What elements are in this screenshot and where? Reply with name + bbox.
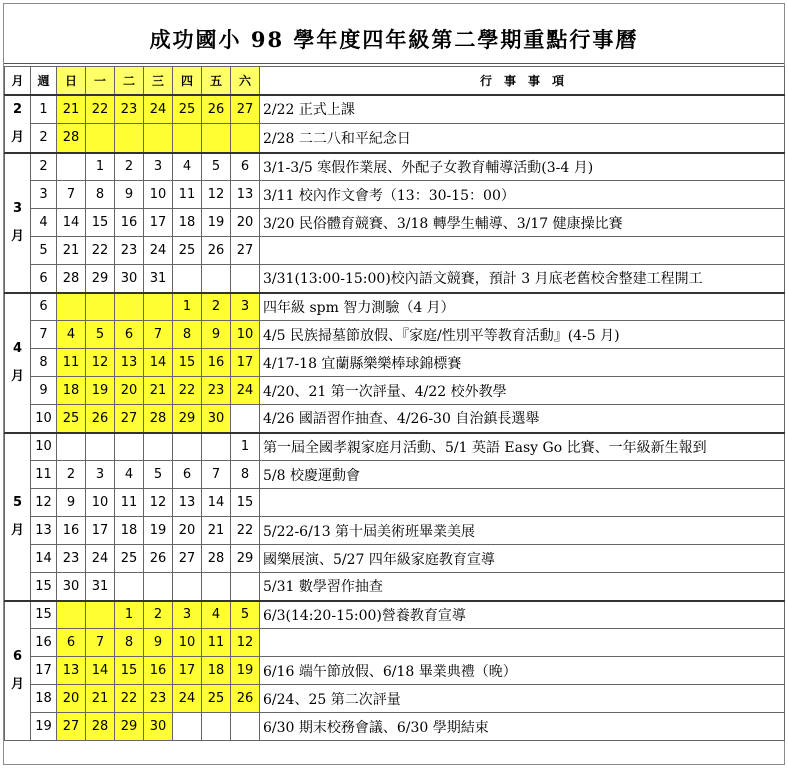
calendar-row — [5, 321, 785, 349]
day-cell — [231, 265, 260, 293]
event-description: 4/17-18 宜蘭縣樂樂棒球錦標賽 — [260, 349, 785, 377]
day-cell: 5 — [231, 601, 260, 629]
day-cell: 6 — [57, 629, 86, 657]
day-cell: 22 — [231, 517, 260, 545]
header-day: 五 — [202, 67, 231, 95]
calendar-row — [5, 489, 785, 517]
day-cell — [173, 713, 202, 741]
day-cell — [173, 265, 202, 293]
header-day: 一 — [86, 67, 115, 95]
calendar-row — [5, 124, 785, 153]
day-cell: 21 — [202, 517, 231, 545]
calendar-table — [4, 66, 785, 741]
event-description: 3/1-3/5 寒假作業展、外配子女教育輔導活動(3-4 月) — [260, 153, 785, 181]
day-cell: 26 — [202, 237, 231, 265]
day-cell — [144, 433, 173, 461]
day-cell: 9 — [202, 321, 231, 349]
week-number: 19 — [31, 713, 57, 741]
day-cell — [144, 124, 173, 153]
day-cell: 23 — [202, 377, 231, 405]
event-description: 5/31 數學習作抽查 — [260, 573, 785, 601]
week-number: 16 — [31, 629, 57, 657]
day-cell: 1 — [86, 153, 115, 181]
day-cell: 19 — [86, 377, 115, 405]
day-cell: 19 — [144, 517, 173, 545]
day-cell — [115, 573, 144, 601]
event-description: 5/8 校慶運動會 — [260, 461, 785, 489]
event-description — [260, 629, 785, 657]
day-cell: 20 — [173, 517, 202, 545]
day-cell: 7 — [144, 321, 173, 349]
day-cell: 29 — [231, 545, 260, 573]
month-label-char: 月 — [10, 228, 24, 244]
event-description — [260, 237, 785, 265]
day-cell: 3 — [144, 153, 173, 181]
day-cell: 17 — [173, 657, 202, 685]
event-description: 國樂展演、5/27 四年級家庭教育宣導 — [260, 545, 785, 573]
header-day: 三 — [144, 67, 173, 95]
day-cell: 27 — [57, 713, 86, 741]
day-cell: 11 — [173, 181, 202, 209]
day-cell: 22 — [115, 685, 144, 713]
day-cell: 26 — [86, 405, 115, 433]
day-cell: 14 — [144, 349, 173, 377]
day-cell: 31 — [144, 265, 173, 293]
day-cell: 11 — [202, 629, 231, 657]
calendar-row — [5, 95, 785, 124]
week-number: 1 — [31, 95, 57, 124]
day-cell: 30 — [115, 265, 144, 293]
header-day: 六 — [231, 67, 260, 95]
event-description: 2/28 二二八和平紀念日 — [260, 124, 785, 153]
day-cell: 14 — [202, 489, 231, 517]
day-cell: 1 — [231, 433, 260, 461]
day-cell — [86, 293, 115, 321]
calendar-row — [5, 433, 785, 461]
day-cell: 16 — [57, 517, 86, 545]
day-cell: 13 — [231, 181, 260, 209]
day-cell — [57, 153, 86, 181]
week-number: 10 — [31, 405, 57, 433]
calendar-row — [5, 517, 785, 545]
day-cell: 10 — [231, 321, 260, 349]
day-cell — [173, 124, 202, 153]
day-cell: 5 — [202, 153, 231, 181]
day-cell — [57, 601, 86, 629]
day-cell: 28 — [86, 713, 115, 741]
calendar-row — [5, 629, 785, 657]
day-cell: 24 — [173, 685, 202, 713]
day-cell — [202, 713, 231, 741]
day-cell — [115, 293, 144, 321]
month-label-char: 2 — [12, 101, 23, 117]
day-cell: 26 — [202, 95, 231, 124]
calendar-row — [5, 293, 785, 321]
day-cell — [86, 601, 115, 629]
day-cell — [86, 433, 115, 461]
day-cell: 14 — [86, 657, 115, 685]
month-label-char: 月 — [10, 522, 24, 538]
day-cell: 21 — [86, 685, 115, 713]
calendar-row — [5, 153, 785, 181]
day-cell: 23 — [57, 545, 86, 573]
day-cell: 21 — [144, 377, 173, 405]
header-week: 週 — [31, 67, 57, 95]
month-label-char: 5 — [12, 494, 23, 510]
calendar-row — [5, 265, 785, 293]
event-description: 6/3(14:20-15:00)營養教育宣導 — [260, 601, 785, 629]
day-cell: 16 — [202, 349, 231, 377]
week-number: 6 — [31, 293, 57, 321]
day-cell: 2 — [115, 153, 144, 181]
day-cell: 9 — [115, 181, 144, 209]
week-number: 7 — [31, 321, 57, 349]
day-cell: 16 — [144, 657, 173, 685]
day-cell: 8 — [86, 181, 115, 209]
event-description: 第一屆全國孝親家庭月活動、5/1 英語 Easy Go 比賽、一年級新生報到 — [260, 433, 785, 461]
day-cell — [202, 433, 231, 461]
day-cell: 11 — [57, 349, 86, 377]
header-month: 月 — [5, 67, 31, 95]
day-cell: 26 — [231, 685, 260, 713]
calendar-row — [5, 461, 785, 489]
calendar-row — [5, 209, 785, 237]
day-cell: 30 — [144, 713, 173, 741]
week-number: 18 — [31, 685, 57, 713]
day-cell: 28 — [57, 265, 86, 293]
week-number: 17 — [31, 657, 57, 685]
calendar-row — [5, 237, 785, 265]
header-day: 四 — [173, 67, 202, 95]
month-label — [5, 153, 31, 293]
calendar-row — [5, 377, 785, 405]
event-description: 6/30 期末校務會議、6/30 學期結束 — [260, 713, 785, 741]
day-cell: 6 — [231, 153, 260, 181]
day-cell: 20 — [57, 685, 86, 713]
day-cell: 18 — [57, 377, 86, 405]
day-cell: 2 — [202, 293, 231, 321]
event-description: 6/24、25 第二次評量 — [260, 685, 785, 713]
month-label-char: 月 — [10, 129, 24, 145]
header-day: 日 — [57, 67, 86, 95]
day-cell: 13 — [57, 657, 86, 685]
day-cell — [57, 293, 86, 321]
day-cell: 4 — [173, 153, 202, 181]
day-cell: 6 — [173, 461, 202, 489]
day-cell: 23 — [144, 685, 173, 713]
event-description — [260, 489, 785, 517]
day-cell: 12 — [86, 349, 115, 377]
day-cell — [231, 405, 260, 433]
event-description: 5/22-6/13 第十屆美術班畢業美展 — [260, 517, 785, 545]
day-cell: 6 — [115, 321, 144, 349]
week-number: 10 — [31, 433, 57, 461]
week-number: 14 — [31, 545, 57, 573]
day-cell: 29 — [86, 265, 115, 293]
day-cell: 27 — [231, 95, 260, 124]
day-cell: 12 — [144, 489, 173, 517]
day-cell: 31 — [86, 573, 115, 601]
week-number: 11 — [31, 461, 57, 489]
month-label-char: 4 — [12, 340, 23, 356]
week-number: 3 — [31, 181, 57, 209]
day-cell: 15 — [115, 657, 144, 685]
event-description: 3/11 校內作文會考（13：30-15：00） — [260, 181, 785, 209]
month-label — [5, 601, 31, 741]
day-cell — [202, 265, 231, 293]
day-cell — [144, 573, 173, 601]
day-cell: 23 — [115, 237, 144, 265]
day-cell: 27 — [173, 545, 202, 573]
calendar-frame — [3, 3, 785, 765]
month-label — [5, 293, 31, 433]
calendar-row — [5, 545, 785, 573]
day-cell: 20 — [231, 209, 260, 237]
event-description: 6/16 端午節放假、6/18 畢業典禮（晚） — [260, 657, 785, 685]
day-cell: 29 — [115, 713, 144, 741]
day-cell: 2 — [144, 601, 173, 629]
calendar-row — [5, 685, 785, 713]
day-cell: 4 — [57, 321, 86, 349]
day-cell: 25 — [57, 405, 86, 433]
event-description: 3/20 民俗體育競賽、3/18 轉學生輔導、3/17 健康操比賽 — [260, 209, 785, 237]
day-cell: 21 — [57, 95, 86, 124]
day-cell: 16 — [115, 209, 144, 237]
week-number: 2 — [31, 153, 57, 181]
event-description: 4/20、21 第一次評量、4/22 校外教學 — [260, 377, 785, 405]
day-cell: 4 — [115, 461, 144, 489]
calendar-row — [5, 601, 785, 629]
week-number: 2 — [31, 124, 57, 153]
calendar-row — [5, 657, 785, 685]
day-cell: 15 — [86, 209, 115, 237]
day-cell: 8 — [173, 321, 202, 349]
header-events: 行 事 事 項 — [260, 67, 785, 95]
month-label-char: 月 — [10, 676, 24, 692]
month-label — [5, 95, 31, 153]
calendar-row — [5, 181, 785, 209]
day-cell — [231, 573, 260, 601]
day-cell: 10 — [173, 629, 202, 657]
day-cell — [144, 293, 173, 321]
day-cell: 22 — [173, 377, 202, 405]
day-cell — [202, 124, 231, 153]
day-cell: 30 — [57, 573, 86, 601]
day-cell: 30 — [202, 405, 231, 433]
week-number: 15 — [31, 601, 57, 629]
day-cell: 22 — [86, 95, 115, 124]
day-cell: 20 — [115, 377, 144, 405]
calendar-row — [5, 713, 785, 741]
day-cell: 24 — [144, 95, 173, 124]
event-description: 3/31(13:00-15:00)校內語文競賽，預計 3 月底老舊校舍整建工程開工 — [260, 265, 785, 293]
day-cell: 28 — [144, 405, 173, 433]
day-cell: 29 — [173, 405, 202, 433]
day-cell: 23 — [115, 95, 144, 124]
day-cell: 4 — [202, 601, 231, 629]
month-label-char: 6 — [12, 648, 23, 664]
day-cell: 18 — [202, 657, 231, 685]
day-cell: 15 — [173, 349, 202, 377]
day-cell: 24 — [231, 377, 260, 405]
day-cell: 21 — [57, 237, 86, 265]
day-cell: 7 — [57, 181, 86, 209]
event-description: 2/22 正式上課 — [260, 95, 785, 124]
day-cell: 5 — [86, 321, 115, 349]
day-cell: 22 — [86, 237, 115, 265]
header-day: 二 — [115, 67, 144, 95]
day-cell — [173, 433, 202, 461]
week-number: 5 — [31, 237, 57, 265]
day-cell: 2 — [57, 461, 86, 489]
day-cell: 19 — [202, 209, 231, 237]
week-number: 9 — [31, 377, 57, 405]
week-number: 4 — [31, 209, 57, 237]
day-cell: 15 — [231, 489, 260, 517]
day-cell: 28 — [202, 545, 231, 573]
day-cell: 17 — [231, 349, 260, 377]
day-cell: 17 — [86, 517, 115, 545]
day-cell: 18 — [115, 517, 144, 545]
day-cell: 28 — [57, 124, 86, 153]
day-cell: 9 — [144, 629, 173, 657]
day-cell: 7 — [202, 461, 231, 489]
day-cell: 13 — [115, 349, 144, 377]
month-label-char: 月 — [10, 368, 24, 384]
day-cell — [86, 124, 115, 153]
day-cell: 8 — [231, 461, 260, 489]
day-cell: 13 — [173, 489, 202, 517]
page-title: 成功國小 98 學年度四年級第二學期重點行事曆 — [149, 26, 639, 52]
week-number: 8 — [31, 349, 57, 377]
day-cell — [202, 573, 231, 601]
week-number: 13 — [31, 517, 57, 545]
month-label-char: 3 — [12, 200, 23, 216]
calendar-row — [5, 349, 785, 377]
day-cell: 3 — [86, 461, 115, 489]
month-label — [5, 433, 31, 601]
week-number: 6 — [31, 265, 57, 293]
day-cell: 14 — [57, 209, 86, 237]
day-cell — [115, 433, 144, 461]
day-cell — [57, 433, 86, 461]
day-cell: 12 — [202, 181, 231, 209]
day-cell: 24 — [86, 545, 115, 573]
calendar-row — [5, 573, 785, 601]
event-description: 4/26 國語習作抽查、4/26-30 自治鎮長選舉 — [260, 405, 785, 433]
day-cell: 25 — [115, 545, 144, 573]
day-cell: 27 — [231, 237, 260, 265]
day-cell: 12 — [231, 629, 260, 657]
day-cell: 9 — [57, 489, 86, 517]
day-cell: 19 — [231, 657, 260, 685]
day-cell: 10 — [86, 489, 115, 517]
day-cell: 1 — [115, 601, 144, 629]
header-row — [5, 67, 785, 95]
calendar-row — [5, 405, 785, 433]
day-cell — [231, 713, 260, 741]
day-cell — [115, 124, 144, 153]
day-cell: 8 — [115, 629, 144, 657]
day-cell: 5 — [144, 461, 173, 489]
day-cell: 10 — [144, 181, 173, 209]
week-number: 15 — [31, 573, 57, 601]
title-row — [4, 4, 784, 64]
day-cell: 18 — [173, 209, 202, 237]
day-cell — [173, 573, 202, 601]
day-cell: 7 — [86, 629, 115, 657]
day-cell: 25 — [173, 95, 202, 124]
day-cell: 24 — [144, 237, 173, 265]
day-cell: 26 — [144, 545, 173, 573]
day-cell: 27 — [115, 405, 144, 433]
day-cell: 25 — [173, 237, 202, 265]
event-description: 四年級 spm 智力測驗（4 月） — [260, 293, 785, 321]
day-cell: 3 — [231, 293, 260, 321]
day-cell: 17 — [144, 209, 173, 237]
day-cell: 11 — [115, 489, 144, 517]
event-description: 4/5 民族掃墓節放假、『家庭/性別平等教育活動』(4-5 月) — [260, 321, 785, 349]
day-cell: 3 — [173, 601, 202, 629]
day-cell: 1 — [173, 293, 202, 321]
day-cell: 25 — [202, 685, 231, 713]
day-cell — [231, 124, 260, 153]
week-number: 12 — [31, 489, 57, 517]
